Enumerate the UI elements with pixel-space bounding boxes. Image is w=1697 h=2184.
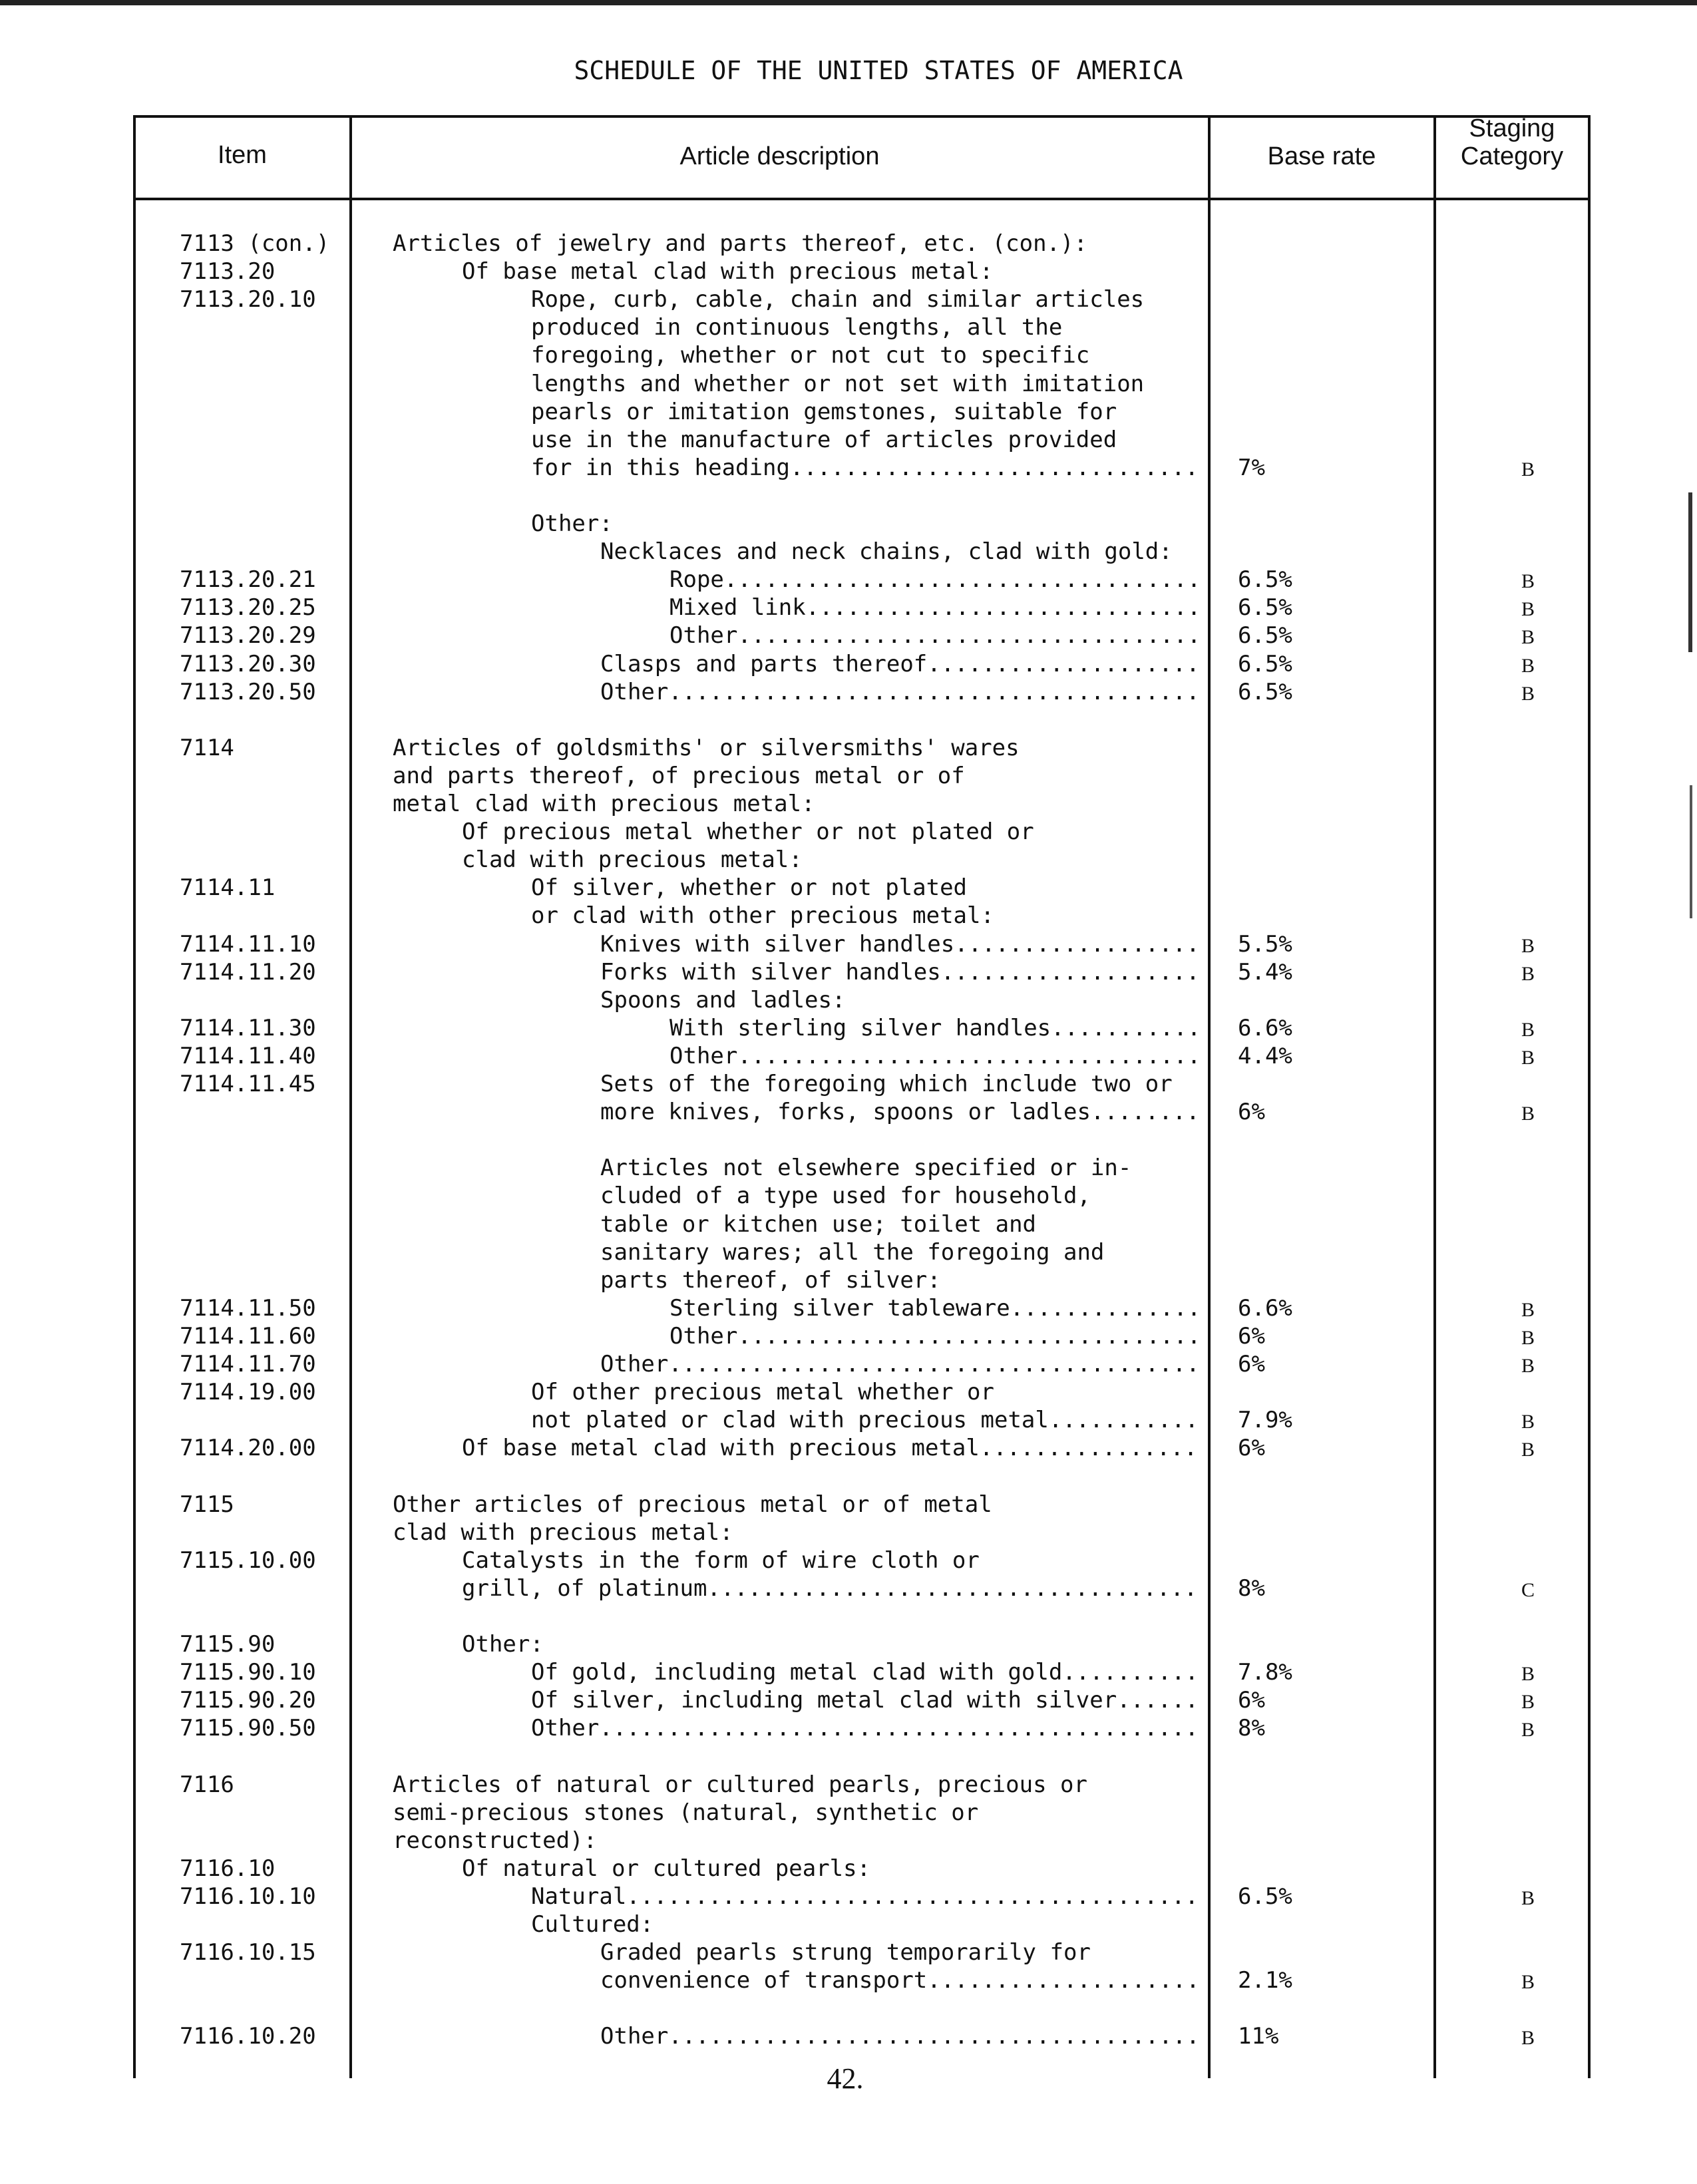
description-text: Of base metal clad with precious metal: <box>462 258 994 285</box>
base-rate: 6% <box>1238 1351 1265 1377</box>
dot-leader: .............................. <box>789 455 1199 481</box>
header-staging-line1: Staging <box>1469 114 1555 142</box>
dot-leader: ................ <box>979 1435 1198 1461</box>
description-text: Mixed link <box>669 594 806 621</box>
dot-leader: .......... <box>1062 1659 1199 1686</box>
description-text: Other <box>600 679 669 705</box>
dot-leader: .......................................... <box>626 1883 1199 1910</box>
article-description <box>462 1855 870 1883</box>
description-text: Other <box>600 1351 669 1377</box>
item-code: 7115.90.20 <box>180 1687 316 1714</box>
description-text: Articles of natural or cultured pearls, precious or <box>393 1771 1087 1798</box>
article-description <box>462 818 1034 846</box>
dot-leader: ....................................... <box>668 679 1200 705</box>
article-description <box>600 1350 1200 1378</box>
description-text: metal clad with precious metal: <box>393 791 815 817</box>
base-rate: 6.5% <box>1238 679 1292 705</box>
description-text: With sterling silver handles <box>669 1015 1051 1041</box>
description-text: Of other precious metal whether or <box>531 1379 994 1405</box>
base-rate: 6% <box>1238 1435 1265 1461</box>
item-code: 7114.11.40 <box>180 1043 316 1069</box>
article-description <box>531 510 613 538</box>
base-rate: 8% <box>1238 1715 1265 1741</box>
item-code: 7116.10.20 <box>180 2023 316 2050</box>
base-rate: 5.4% <box>1238 959 1292 986</box>
article-description <box>462 1434 1197 1462</box>
staging-category: B <box>1521 1663 1535 1685</box>
article-description <box>600 1938 1091 1966</box>
item-code: 7114 <box>180 735 234 761</box>
description-text: lengths and whether or not set with imitation <box>531 371 1145 397</box>
article-description <box>531 1686 1199 1714</box>
item-code: 7115.10.00 <box>180 1547 316 1574</box>
dot-leader: ........... <box>1051 1015 1201 1041</box>
article-description <box>462 1574 1197 1602</box>
article-description <box>393 1771 1087 1799</box>
item-code: 7114.11.30 <box>180 1015 316 1041</box>
article-description <box>531 1378 994 1406</box>
article-description <box>600 958 1200 986</box>
description-text: more knives, forks, spoons or ladles <box>600 1099 1091 1125</box>
article-description <box>462 846 803 874</box>
dot-leader: .................................. <box>737 622 1201 649</box>
article-description <box>600 1210 1036 1238</box>
description-text: or clad with other precious metal: <box>531 902 994 929</box>
description-text: Graded pearls strung temporarily for <box>600 1939 1091 1966</box>
staging-category: B <box>1521 1411 1535 1433</box>
description-text: Rope, curb, cable, chain and similar articles <box>531 286 1145 313</box>
article-description <box>669 1294 1201 1322</box>
base-rate: 6.5% <box>1238 1883 1292 1910</box>
description-text: Rope <box>669 566 724 593</box>
dot-leader: .................... <box>927 651 1200 677</box>
base-rate: 6.5% <box>1238 594 1292 621</box>
item-code: 7114.19.00 <box>180 1379 316 1405</box>
description-text: Other <box>669 1043 738 1069</box>
base-rate: 6.6% <box>1238 1295 1292 1322</box>
description-text: Other: <box>531 510 613 537</box>
staging-category: B <box>1521 1971 1535 1993</box>
item-code: 7116.10.15 <box>180 1939 316 1966</box>
article-description <box>669 1322 1201 1350</box>
item-code: 7113.20.21 <box>180 566 316 593</box>
item-code: 7114.11.60 <box>180 1323 316 1350</box>
article-description <box>531 1911 654 1938</box>
dot-leader: ................................... <box>723 566 1201 593</box>
description-text: Of precious metal whether or not plated or <box>462 819 1034 845</box>
article-description <box>531 341 1089 369</box>
description-text: Sets of the foregoing which include two or <box>600 1071 1173 1097</box>
article-description <box>462 258 993 285</box>
article-description <box>669 566 1201 594</box>
item-code: 7113.20.30 <box>180 651 316 677</box>
description-text: and parts thereof, of precious metal or of <box>393 763 965 789</box>
base-rate: 6% <box>1238 1323 1265 1350</box>
item-code: 7115 <box>180 1491 234 1518</box>
description-text: table or kitchen use; toilet and <box>600 1211 1037 1238</box>
base-rate: 11% <box>1238 2023 1279 2050</box>
description-text: Articles of jewelry and parts thereof, etc. (con.): <box>393 230 1087 257</box>
item-code: 7113.20.29 <box>180 622 316 649</box>
page-number: 42. <box>827 2062 864 2095</box>
dot-leader: .............. <box>1010 1295 1201 1322</box>
description-text: semi-precious stones (natural, synthetic or <box>393 1799 979 1826</box>
staging-category: B <box>1521 1719 1535 1741</box>
item-code: 7116 <box>180 1771 234 1798</box>
item-code: 7114.11.70 <box>180 1351 316 1377</box>
description-text: Other <box>669 622 738 649</box>
dot-leader: ....................................... <box>668 2023 1200 2050</box>
item-code: 7113.20.25 <box>180 594 316 621</box>
article-description <box>393 790 815 818</box>
page-title: SCHEDULE OF THE UNITED STATES OF AMERICA <box>574 56 1183 85</box>
base-rate: 6.5% <box>1238 651 1292 677</box>
description-text: clad with precious metal: <box>462 846 803 873</box>
staging-category: B <box>1521 655 1535 677</box>
staging-category: B <box>1521 598 1535 620</box>
article-description <box>462 1547 980 1574</box>
header-staging-line2: Category <box>1460 142 1564 170</box>
article-description <box>531 398 1117 426</box>
description-text: Cultured: <box>531 1911 654 1938</box>
description-text: sanitary wares; all the foregoing and <box>600 1239 1105 1266</box>
description-text: Forks with silver handles <box>600 959 941 986</box>
article-description <box>600 1070 1173 1098</box>
description-text: Of silver, whether or not plated <box>531 874 968 901</box>
description-text: use in the manufacture of articles provided <box>531 427 1117 453</box>
header-article-description: Article description <box>679 142 880 170</box>
description-text: Necklaces and neck chains, clad with gold: <box>600 538 1173 565</box>
article-description <box>531 1658 1199 1686</box>
description-text: Other <box>531 1715 600 1741</box>
article-description <box>531 1883 1199 1911</box>
item-code: 7114.11.10 <box>180 931 316 958</box>
article-description <box>531 1714 1199 1742</box>
dot-leader: .................... <box>927 1967 1200 1994</box>
base-rate: 7.8% <box>1238 1659 1292 1686</box>
article-description <box>600 2022 1200 2050</box>
dot-leader: ....................................... <box>668 1351 1200 1377</box>
rate-column-divider <box>1433 115 1436 2078</box>
dot-leader: .................................. <box>737 1043 1201 1069</box>
base-rate: 6.5% <box>1238 622 1292 649</box>
dot-leader: ............................................ <box>599 1715 1199 1741</box>
article-description <box>531 370 1144 398</box>
description-text: grill, of platinum <box>462 1575 707 1602</box>
staging-category: B <box>1521 935 1535 957</box>
description-text: Knives with silver handles <box>600 931 955 958</box>
item-code: 7113 (con.) <box>180 230 330 257</box>
page-right-edge-mark <box>1690 785 1692 918</box>
article-description <box>393 230 1087 258</box>
item-code: 7114.11.50 <box>180 1295 316 1322</box>
description-text: Catalysts in the form of wire cloth or <box>462 1547 980 1574</box>
staging-category: B <box>1521 1047 1535 1069</box>
article-description <box>600 1266 941 1294</box>
staging-category: C <box>1521 1579 1535 1601</box>
dot-leader: .................................. <box>737 1323 1201 1350</box>
header-staging-category <box>1436 114 1588 170</box>
description-text: Spoons and ladles: <box>600 987 846 1013</box>
article-description <box>669 1014 1201 1042</box>
article-description <box>669 594 1201 622</box>
article-description <box>600 1098 1200 1126</box>
description-text: produced in continuous lengths, all the <box>531 314 1063 341</box>
item-code: 7113.20.50 <box>180 679 316 705</box>
base-rate: 6% <box>1238 1099 1265 1125</box>
item-code: 7115.90.50 <box>180 1715 316 1741</box>
item-code: 7113.20.10 <box>180 286 316 313</box>
staging-category: B <box>1521 1691 1535 1713</box>
base-rate: 6.5% <box>1238 566 1292 593</box>
article-description <box>393 762 965 790</box>
article-description <box>531 285 1144 313</box>
article-description <box>600 930 1200 958</box>
description-text: for in this heading <box>531 455 790 481</box>
article-description <box>531 902 994 930</box>
description-text: Of natural or cultured pearls: <box>462 1855 871 1882</box>
article-description <box>393 1827 597 1855</box>
article-description <box>393 734 1020 762</box>
article-description <box>600 1238 1104 1266</box>
base-rate: 7% <box>1238 455 1265 481</box>
base-rate: 8% <box>1238 1575 1265 1602</box>
article-description <box>393 1799 978 1827</box>
base-rate: 2.1% <box>1238 1967 1292 1994</box>
header-base-rate: Base rate <box>1267 142 1376 170</box>
staging-category: B <box>1521 963 1535 985</box>
description-text: Of silver, including metal clad with silver <box>531 1687 1117 1714</box>
article-description <box>600 1966 1200 1994</box>
staging-category: B <box>1521 626 1535 648</box>
description-text: pearls or imitation gemstones, suitable for <box>531 399 1117 425</box>
base-rate: 5.5% <box>1238 931 1292 958</box>
base-rate: 4.4% <box>1238 1043 1292 1069</box>
article-description <box>393 1519 733 1547</box>
description-text: Articles of goldsmiths' or silversmiths' wares <box>393 735 1020 761</box>
article-description <box>600 678 1200 706</box>
dot-leader: ........... <box>1048 1407 1199 1433</box>
description-text: clad with precious metal: <box>393 1519 733 1546</box>
article-description <box>669 622 1201 649</box>
dot-leader: .................. <box>954 931 1200 958</box>
description-text: Other: <box>462 1631 544 1658</box>
item-column-divider <box>349 115 352 2078</box>
article-description <box>531 1406 1199 1434</box>
item-code: 7115.90 <box>180 1631 276 1658</box>
article-description <box>669 1042 1201 1070</box>
item-code: 7114.11.45 <box>180 1071 316 1097</box>
staging-category: B <box>1521 1887 1535 1909</box>
description-text: parts thereof, of silver: <box>600 1267 941 1294</box>
article-description <box>462 1630 544 1658</box>
staging-category: B <box>1521 1103 1535 1125</box>
item-code: 7116.10.10 <box>180 1883 316 1910</box>
description-text: convenience of transport <box>600 1967 928 1994</box>
staging-category: B <box>1521 570 1535 592</box>
description-text: Other <box>669 1323 738 1350</box>
staging-category: B <box>1521 1327 1535 1349</box>
description-text: Other articles of precious metal or of metal <box>393 1491 992 1518</box>
article-description <box>531 874 967 902</box>
description-column-divider <box>1208 115 1211 2078</box>
description-text: Sterling silver tableware <box>669 1295 1010 1322</box>
base-rate: 7.9% <box>1238 1407 1292 1433</box>
article-description <box>600 538 1173 566</box>
page-right-edge-mark <box>1688 492 1692 652</box>
description-text: Of base metal clad with precious metal <box>462 1435 980 1461</box>
table-right-border <box>1588 115 1591 2078</box>
dot-leader: ............................. <box>805 594 1201 621</box>
article-description <box>600 986 845 1014</box>
dot-leader: ........ <box>1090 1099 1200 1125</box>
header-item: Item <box>218 141 267 169</box>
article-description <box>531 313 1062 341</box>
article-description <box>600 1182 1091 1210</box>
dot-leader: ...... <box>1117 1687 1199 1714</box>
staging-category: B <box>1521 1019 1535 1041</box>
item-code: 7114.11.20 <box>180 959 316 986</box>
description-text: foregoing, whether or not cut to specific <box>531 342 1090 369</box>
description-text: reconstructed): <box>393 1827 598 1854</box>
staging-category: B <box>1521 458 1535 480</box>
description-text: cluded of a type used for household, <box>600 1183 1091 1209</box>
article-description <box>531 454 1199 482</box>
base-rate: 6.6% <box>1238 1015 1292 1041</box>
article-description <box>600 1154 1131 1182</box>
description-text: not plated or clad with precious metal <box>531 1407 1049 1433</box>
description-text: Other <box>600 2023 669 2050</box>
staging-category: B <box>1521 1299 1535 1321</box>
article-description <box>600 650 1200 678</box>
dot-leader: ................... <box>940 959 1200 986</box>
item-code: 7113.20 <box>180 258 276 285</box>
table-left-border <box>133 115 136 2078</box>
article-description <box>393 1491 992 1519</box>
staging-category: B <box>1521 1439 1535 1461</box>
item-code: 7115.90.10 <box>180 1659 316 1686</box>
description-text: Articles not elsewhere specified or in- <box>600 1155 1132 1181</box>
dot-leader: .................................... <box>707 1575 1198 1602</box>
item-code: 7114.11 <box>180 874 276 901</box>
staging-category: B <box>1521 683 1535 705</box>
staging-category: B <box>1521 2027 1535 2049</box>
description-text: Clasps and parts thereof <box>600 651 928 677</box>
description-text: Natural <box>531 1883 627 1910</box>
staging-category: B <box>1521 1355 1535 1377</box>
page-top-edge <box>0 0 1697 5</box>
description-text: Of gold, including metal clad with gold <box>531 1659 1063 1686</box>
base-rate: 6% <box>1238 1687 1265 1714</box>
article-description <box>531 426 1117 454</box>
item-code: 7114.20.00 <box>180 1435 316 1461</box>
item-code: 7116.10 <box>180 1855 276 1882</box>
